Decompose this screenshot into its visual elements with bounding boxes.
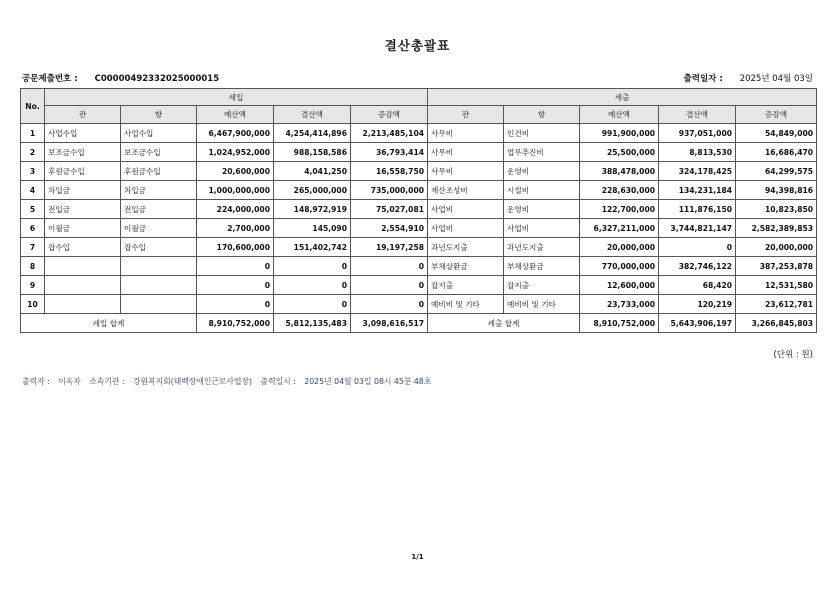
revenue-budget-cell: 2,700,000 bbox=[197, 219, 274, 238]
expense-hang-cell: 예비비 및 기타 bbox=[504, 295, 580, 314]
expense-diff-cell: 64,299,575 bbox=[736, 162, 817, 181]
expense-settlement-cell: 382,746,122 bbox=[659, 257, 736, 276]
revenue-hang-cell: 잡수입 bbox=[121, 238, 197, 257]
revenue-budget-cell: 0 bbox=[197, 276, 274, 295]
table-row bbox=[21, 295, 817, 314]
table-row bbox=[21, 143, 817, 162]
table-row bbox=[21, 257, 817, 276]
revenue-gwan-cell: 사업수입 bbox=[45, 124, 121, 143]
submission-number-label: 공문제출번호 : bbox=[22, 74, 78, 84]
revenue-hang-cell bbox=[121, 295, 197, 314]
revenue-gwan-cell: 잡수입 bbox=[45, 238, 121, 257]
revenue-diff-cell: 0 bbox=[351, 257, 428, 276]
revenue-total-budget: 8,910,752,000 bbox=[197, 314, 274, 333]
header-expense-hang: 항 bbox=[504, 106, 580, 124]
revenue-diff-cell: 2,213,485,104 bbox=[351, 124, 428, 143]
table-row bbox=[21, 162, 817, 181]
revenue-gwan-cell bbox=[45, 295, 121, 314]
printer-name: 이옥자 bbox=[58, 377, 81, 386]
header-expense-budget: 예산액 bbox=[580, 106, 659, 124]
revenue-settlement-cell: 151,402,742 bbox=[274, 238, 351, 257]
revenue-hang-cell bbox=[121, 276, 197, 295]
expense-gwan-cell: 사무비 bbox=[428, 143, 504, 162]
revenue-total-diff: 3,098,616,517 bbox=[351, 314, 428, 333]
expense-budget-cell: 228,630,000 bbox=[580, 181, 659, 200]
row-number: 4 bbox=[21, 181, 45, 200]
expense-total-budget: 8,910,752,000 bbox=[580, 314, 659, 333]
printer-label: 출력자 : bbox=[22, 377, 50, 386]
print-footer bbox=[22, 376, 437, 387]
expense-hang-cell: 사업비 bbox=[504, 219, 580, 238]
revenue-settlement-cell: 265,000,000 bbox=[274, 181, 351, 200]
expense-gwan-cell: 재산조성비 bbox=[428, 181, 504, 200]
expense-hang-cell: 과년도지출 bbox=[504, 238, 580, 257]
expense-diff-cell: 2,582,389,853 bbox=[736, 219, 817, 238]
row-number: 8 bbox=[21, 257, 45, 276]
expense-diff-cell: 387,253,878 bbox=[736, 257, 817, 276]
revenue-diff-cell: 16,558,750 bbox=[351, 162, 428, 181]
revenue-diff-cell: 2,554,910 bbox=[351, 219, 428, 238]
revenue-total-settlement: 5,812,135,483 bbox=[274, 314, 351, 333]
expense-hang-cell: 잡지출 bbox=[504, 276, 580, 295]
revenue-gwan-cell: 보조금수입 bbox=[45, 143, 121, 162]
revenue-settlement-cell: 145,090 bbox=[274, 219, 351, 238]
expense-hang-cell: 운영비 bbox=[504, 162, 580, 181]
header-revenue-settlement: 결산액 bbox=[274, 106, 351, 124]
row-number: 2 bbox=[21, 143, 45, 162]
expense-gwan-cell: 과년도지출 bbox=[428, 238, 504, 257]
expense-settlement-cell: 3,744,821,147 bbox=[659, 219, 736, 238]
org-label: 소속기관 : bbox=[89, 377, 125, 386]
unit-note: (단위 : 원) bbox=[773, 350, 813, 360]
revenue-diff-cell: 36,793,414 bbox=[351, 143, 428, 162]
page-number: 1/1 bbox=[411, 553, 424, 561]
revenue-diff-cell: 0 bbox=[351, 295, 428, 314]
expense-hang-cell: 시설비 bbox=[504, 181, 580, 200]
submission-number: C00000492332025000015 bbox=[94, 74, 220, 84]
table-row bbox=[21, 276, 817, 295]
header-expense: 세출 bbox=[428, 89, 817, 106]
revenue-hang-cell bbox=[121, 257, 197, 276]
table-row bbox=[21, 200, 817, 219]
revenue-hang-cell: 차입금 bbox=[121, 181, 197, 200]
expense-hang-cell: 인건비 bbox=[504, 124, 580, 143]
revenue-gwan-cell: 전입금 bbox=[45, 200, 121, 219]
revenue-settlement-cell: 148,972,919 bbox=[274, 200, 351, 219]
expense-diff-cell: 94,398,816 bbox=[736, 181, 817, 200]
expense-budget-cell: 122,700,000 bbox=[580, 200, 659, 219]
submission-number-row bbox=[22, 72, 219, 84]
row-number: 6 bbox=[21, 219, 45, 238]
revenue-budget-cell: 0 bbox=[197, 295, 274, 314]
revenue-settlement-cell: 4,041,250 bbox=[274, 162, 351, 181]
header-revenue-hang: 항 bbox=[121, 106, 197, 124]
row-number: 9 bbox=[21, 276, 45, 295]
page-title: 결산총괄표 bbox=[384, 38, 451, 53]
expense-budget-cell: 6,327,211,000 bbox=[580, 219, 659, 238]
revenue-diff-cell: 75,027,081 bbox=[351, 200, 428, 219]
revenue-budget-cell: 6,467,900,000 bbox=[197, 124, 274, 143]
expense-diff-cell: 20,000,000 bbox=[736, 238, 817, 257]
revenue-budget-cell: 170,600,000 bbox=[197, 238, 274, 257]
expense-settlement-cell: 134,231,184 bbox=[659, 181, 736, 200]
expense-settlement-cell: 120,219 bbox=[659, 295, 736, 314]
expense-diff-cell: 54,849,000 bbox=[736, 124, 817, 143]
header-expense-settlement: 결산액 bbox=[659, 106, 736, 124]
expense-gwan-cell: 잡지출 bbox=[428, 276, 504, 295]
expense-total-diff: 3,266,845,803 bbox=[736, 314, 817, 333]
revenue-gwan-cell bbox=[45, 276, 121, 295]
expense-gwan-cell: 사무비 bbox=[428, 162, 504, 181]
expense-gwan-cell: 부채상환금 bbox=[428, 257, 504, 276]
expense-budget-cell: 20,000,000 bbox=[580, 238, 659, 257]
print-date-row bbox=[684, 72, 813, 84]
revenue-gwan-cell: 이월금 bbox=[45, 219, 121, 238]
expense-settlement-cell: 324,178,425 bbox=[659, 162, 736, 181]
expense-gwan-cell: 사무비 bbox=[428, 124, 504, 143]
expense-budget-cell: 388,478,000 bbox=[580, 162, 659, 181]
expense-hang-cell: 운영비 bbox=[504, 200, 580, 219]
printed-at: 2025년 04월 03일 08시 45분 48초 bbox=[304, 377, 432, 386]
expense-hang-cell: 부채상환금 bbox=[504, 257, 580, 276]
revenue-settlement-cell: 0 bbox=[274, 295, 351, 314]
revenue-gwan-cell: 차입금 bbox=[45, 181, 121, 200]
expense-settlement-cell: 111,876,150 bbox=[659, 200, 736, 219]
revenue-settlement-cell: 0 bbox=[274, 276, 351, 295]
revenue-settlement-cell: 4,254,414,896 bbox=[274, 124, 351, 143]
header-no: No. bbox=[21, 89, 45, 124]
expense-diff-cell: 23,612,781 bbox=[736, 295, 817, 314]
expense-total-label: 세출 합계 bbox=[428, 314, 580, 333]
revenue-gwan-cell bbox=[45, 257, 121, 276]
printed-at-label: 출력일시 : bbox=[260, 377, 296, 386]
revenue-diff-cell: 0 bbox=[351, 276, 428, 295]
totals-row bbox=[21, 314, 817, 333]
row-number: 7 bbox=[21, 238, 45, 257]
expense-total-settlement: 5,643,906,197 bbox=[659, 314, 736, 333]
table-row bbox=[21, 181, 817, 200]
table-row bbox=[21, 124, 817, 143]
header-revenue-gwan: 관 bbox=[45, 106, 121, 124]
revenue-budget-cell: 1,024,952,000 bbox=[197, 143, 274, 162]
revenue-budget-cell: 0 bbox=[197, 257, 274, 276]
expense-gwan-cell: 사업비 bbox=[428, 219, 504, 238]
expense-budget-cell: 25,500,000 bbox=[580, 143, 659, 162]
header-expense-diff: 증감액 bbox=[736, 106, 817, 124]
revenue-gwan-cell: 후원금수입 bbox=[45, 162, 121, 181]
expense-diff-cell: 12,531,580 bbox=[736, 276, 817, 295]
row-number: 1 bbox=[21, 124, 45, 143]
expense-gwan-cell: 사업비 bbox=[428, 200, 504, 219]
revenue-settlement-cell: 988,158,586 bbox=[274, 143, 351, 162]
expense-settlement-cell: 8,813,530 bbox=[659, 143, 736, 162]
header-revenue: 세입 bbox=[45, 89, 428, 106]
row-number: 10 bbox=[21, 295, 45, 314]
revenue-budget-cell: 224,000,000 bbox=[197, 200, 274, 219]
expense-gwan-cell: 예비비 및 기타 bbox=[428, 295, 504, 314]
settlement-summary-table bbox=[20, 88, 817, 333]
expense-settlement-cell: 937,051,000 bbox=[659, 124, 736, 143]
expense-hang-cell: 업무추진비 bbox=[504, 143, 580, 162]
revenue-hang-cell: 전입금 bbox=[121, 200, 197, 219]
revenue-budget-cell: 20,600,000 bbox=[197, 162, 274, 181]
revenue-hang-cell: 사업수입 bbox=[121, 124, 197, 143]
header-revenue-diff: 증감액 bbox=[351, 106, 428, 124]
header-revenue-budget: 예산액 bbox=[197, 106, 274, 124]
expense-budget-cell: 991,900,000 bbox=[580, 124, 659, 143]
table-row bbox=[21, 238, 817, 257]
expense-budget-cell: 12,600,000 bbox=[580, 276, 659, 295]
header-expense-gwan: 관 bbox=[428, 106, 504, 124]
row-number: 5 bbox=[21, 200, 45, 219]
expense-diff-cell: 10,823,850 bbox=[736, 200, 817, 219]
revenue-total-label: 세입 합계 bbox=[21, 314, 197, 333]
table-row bbox=[21, 219, 817, 238]
row-number: 3 bbox=[21, 162, 45, 181]
revenue-settlement-cell: 0 bbox=[274, 257, 351, 276]
expense-diff-cell: 16,686,470 bbox=[736, 143, 817, 162]
revenue-diff-cell: 735,000,000 bbox=[351, 181, 428, 200]
print-date: 2025년 04월 03일 bbox=[739, 74, 813, 84]
expense-budget-cell: 23,733,000 bbox=[580, 295, 659, 314]
expense-settlement-cell: 0 bbox=[659, 238, 736, 257]
revenue-hang-cell: 보조금수입 bbox=[121, 143, 197, 162]
expense-budget-cell: 770,000,000 bbox=[580, 257, 659, 276]
revenue-hang-cell: 후원금수입 bbox=[121, 162, 197, 181]
revenue-hang-cell: 이월금 bbox=[121, 219, 197, 238]
revenue-diff-cell: 19,197,258 bbox=[351, 238, 428, 257]
expense-settlement-cell: 68,420 bbox=[659, 276, 736, 295]
org-name: 강원복지회(태백장애인근로사업장) bbox=[133, 377, 253, 386]
revenue-budget-cell: 1,000,000,000 bbox=[197, 181, 274, 200]
print-date-label: 출력일자 : bbox=[683, 74, 723, 84]
